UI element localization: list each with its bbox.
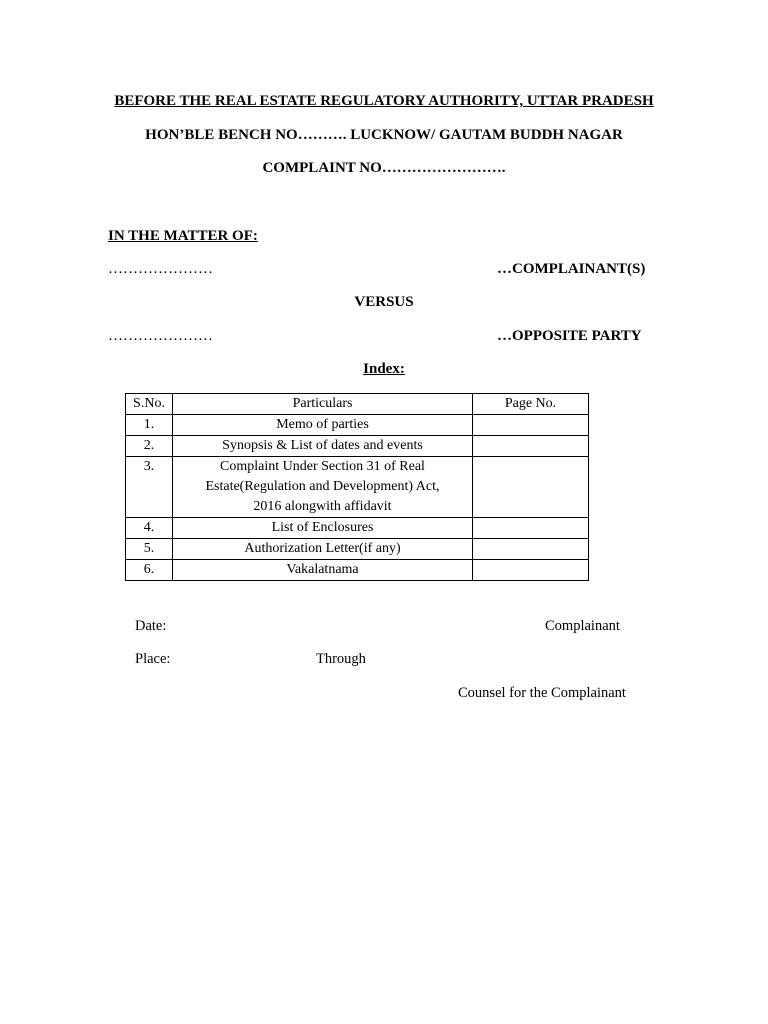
table-row [126, 560, 589, 581]
index-heading: Index: [363, 361, 405, 377]
row-particulars: Authorization Letter(if any) [173, 539, 473, 560]
row-page-no [473, 415, 589, 436]
row-particulars: Vakalatnama [173, 560, 473, 581]
matter-heading: IN THE MATTER OF: [108, 228, 258, 244]
row-sno: 2. [126, 436, 173, 457]
row-sno: 1. [126, 415, 173, 436]
complainant-label: …COMPLAINANT(S) [497, 261, 646, 277]
table-row [126, 539, 589, 560]
opposite-party-label: …OPPOSITE PARTY [497, 328, 642, 344]
row-particulars-line: Complaint Under Section 31 of Real [220, 459, 425, 474]
row-particulars: List of Enclosures [173, 518, 473, 539]
table-row [126, 436, 589, 457]
counsel-label: Counsel for the Complainant [458, 685, 626, 701]
table-header-row [126, 394, 589, 415]
authority-heading: BEFORE THE REAL ESTATE REGULATORY AUTHORITY, UTTAR PRADESH [114, 93, 654, 109]
row-page-no [473, 436, 589, 457]
table-row [126, 518, 589, 539]
row-page-no [473, 457, 589, 518]
table-row [126, 457, 589, 518]
row-page-no [473, 539, 589, 560]
row-sno: 6. [126, 560, 173, 581]
row-particulars [173, 457, 473, 518]
through-label: Through [316, 651, 366, 667]
opposite-party-blank: ………………… [108, 328, 213, 344]
row-sno: 3. [126, 457, 173, 518]
complainant-signature-label: Complainant [545, 618, 620, 634]
bench-line: HON’BLE BENCH NO………. LUCKNOW/ GAUTAM BUDDH NAGAR [145, 127, 623, 143]
row-sno: 4. [126, 518, 173, 539]
row-page-no [473, 560, 589, 581]
row-particulars-line: 2016 alongwith affidavit [253, 499, 392, 514]
row-sno: 5. [126, 539, 173, 560]
date-label: Date: [135, 618, 167, 634]
table-row [126, 415, 589, 436]
complaint-number-line: COMPLAINT NO……………………. [262, 160, 506, 176]
versus-label: VERSUS [354, 294, 414, 310]
row-page-no [473, 518, 589, 539]
index-table [125, 393, 589, 581]
column-header-particulars: Particulars [173, 394, 473, 415]
row-particulars-line: Estate(Regulation and Development) Act, [205, 479, 440, 494]
complainant-blank: ………………… [108, 261, 213, 277]
row-particulars: Memo of parties [173, 415, 473, 436]
column-header-page-no: Page No. [473, 394, 589, 415]
column-header-sno: S.No. [126, 394, 173, 415]
row-particulars: Synopsis & List of dates and events [173, 436, 473, 457]
place-label: Place: [135, 651, 171, 667]
